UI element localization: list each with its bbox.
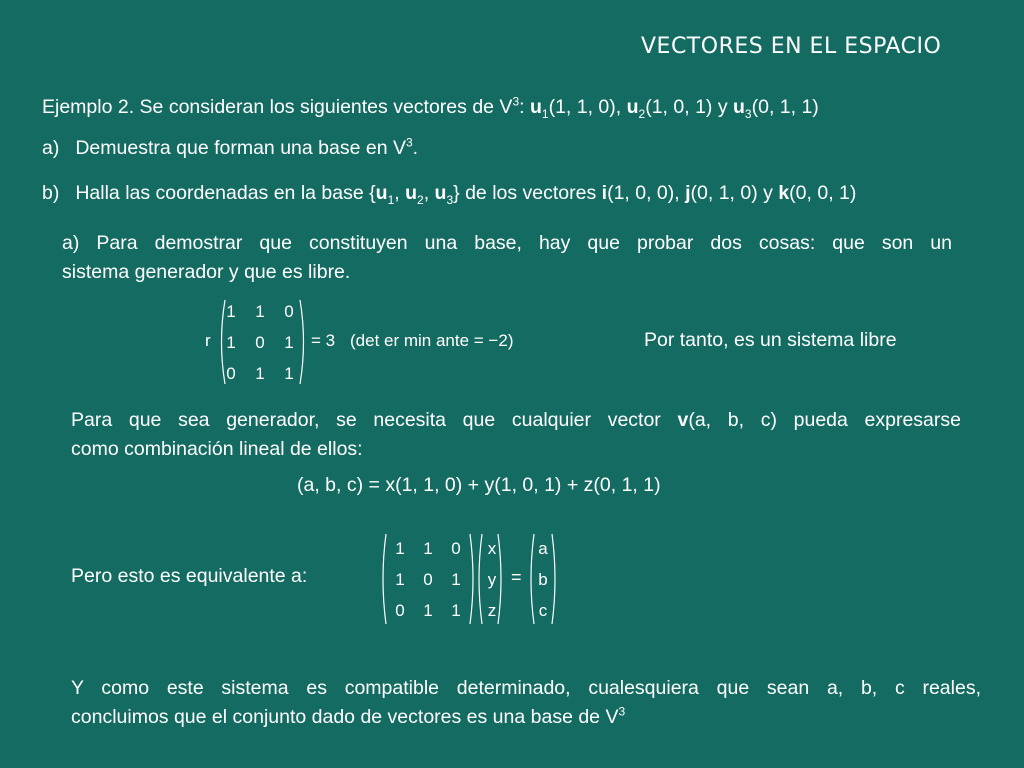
vector-v: v [677, 409, 689, 431]
rhs-cell-2-1: b [538, 570, 548, 589]
part-b-text1: Halla las coordenadas en la base { [75, 182, 376, 204]
base-sep1: , [394, 182, 406, 204]
part-a [42, 137, 418, 160]
u1-subscript: 1 [541, 106, 549, 121]
k-coords: (0, 0, 1) [789, 182, 857, 204]
conclusion-line1: Y como este sistema es compatible determinado, cualesquiera que sean a, b, c reales, [71, 677, 981, 699]
linear-combination: (a, b, c) = x(1, 1, 0) + y(1, 0, 1) + z(0, 1, 1) [297, 474, 661, 496]
matrix-left-bracket [380, 532, 388, 626]
free-conclusion: Por tanto, es un sistema libre [644, 329, 897, 351]
conclusion-superscript: 3 [618, 704, 626, 719]
u1-coords: (1, 1, 0), [548, 96, 627, 118]
rhs-cell-3-1: c [538, 601, 548, 620]
u2-subscript: 2 [638, 106, 646, 121]
unknown-cell-3-1: z [487, 601, 497, 620]
generator-line1 [71, 406, 961, 435]
matrix-cell-1-3: 0 [451, 539, 461, 558]
base-u2: u [405, 182, 418, 204]
unknown-cell-1-1: x [487, 539, 497, 558]
part-b-label: b) [42, 182, 60, 204]
vector-u1: u [529, 96, 542, 118]
generator-line2: como combinación lineal de ellos: [71, 438, 363, 460]
i-coords: (1, 0, 0), [607, 182, 686, 204]
part-a-label: a) [42, 137, 60, 159]
rank-expression [205, 298, 545, 386]
rank-cell-2-3: 1 [284, 333, 294, 352]
unknown-cell-2-1: y [487, 570, 497, 589]
matrix-cell-3-2: 1 [423, 601, 433, 620]
rank-cell-3-2: 1 [255, 364, 265, 383]
vector-i: i [601, 182, 608, 204]
part-a-superscript: 3 [405, 135, 413, 150]
rank-right-paren [298, 298, 308, 386]
base-u1-sub: 1 [387, 192, 395, 207]
matrix-cell-2-1: 1 [395, 570, 405, 589]
vector-u2: u [626, 96, 639, 118]
rhs-right-bracket [550, 532, 558, 626]
rank-cell-1-3: 0 [284, 302, 294, 321]
part-a-period: . [412, 137, 419, 159]
conclusion-line2: concluimos que el conjunto dado de vectores es una base de V [71, 706, 619, 728]
answer-a-line2: sistema generador y que es libre. [62, 261, 351, 283]
matrix-cell-1-1: 1 [395, 539, 405, 558]
unknowns-right-bracket [496, 532, 504, 626]
vector-u3: u [733, 96, 745, 118]
part-b-text2: } de los vectores [453, 182, 602, 204]
colon: : [519, 96, 530, 118]
determinant-note: (det er min ante = −2) [350, 331, 514, 350]
conclusion-line2-wrap [71, 703, 981, 732]
u2-coords: (1, 0, 1) y [645, 96, 733, 118]
example-statement [42, 96, 819, 119]
page-title: VECTORES EN EL ESPACIO [641, 34, 942, 59]
u3-subscript: 3 [744, 106, 752, 121]
rank-cell-3-1: 0 [226, 364, 236, 383]
rank-cell-2-1: 1 [226, 333, 236, 352]
base-u3-sub: 3 [446, 192, 454, 207]
example-intro: Ejemplo 2. Se consideran los siguientes vectores de V [42, 96, 513, 118]
base-sep2: , [423, 182, 435, 204]
j-coords: (0, 1, 0) y [690, 182, 779, 204]
base-u1: u [375, 182, 388, 204]
answer-a-line1: a) Para demostrar que constituyen una base, hay que probar dos cosas: que son un [62, 232, 952, 254]
matrix-cell-2-3: 1 [451, 570, 461, 589]
rank-symbol: r [205, 331, 211, 350]
matrix-equation [380, 532, 580, 626]
part-a-text: Demuestra que forman una base en V [75, 137, 406, 159]
matrix-equals: = [511, 567, 522, 587]
vector-k: k [778, 182, 790, 204]
rank-cell-2-2: 0 [255, 333, 265, 352]
rank-cell-1-1: 1 [226, 302, 236, 321]
rhs-cell-1-1: a [538, 539, 548, 558]
matrix-right-bracket [468, 532, 476, 626]
generator-line1-b: (a, b, c) pueda expresarse [688, 409, 961, 431]
u3-coords: (0, 1, 1) [751, 96, 819, 118]
vector-j: j [685, 182, 691, 204]
answer-a-paragraph [62, 229, 952, 287]
rank-cell-3-3: 1 [284, 364, 294, 383]
conclusion-paragraph [71, 674, 981, 732]
base-u3: u [434, 182, 447, 204]
v3-superscript: 3 [512, 94, 520, 109]
generator-line1-a: Para que sea generador, se necesita que cualquier vector [71, 409, 678, 431]
equivalent-label: Pero esto es equivalente a: [71, 565, 308, 587]
rank-cell-1-2: 1 [255, 302, 265, 321]
generator-paragraph [71, 406, 961, 464]
part-b [42, 182, 856, 205]
matrix-cell-1-2: 1 [423, 539, 433, 558]
matrix-cell-3-1: 0 [395, 601, 405, 620]
base-u2-sub: 2 [417, 192, 424, 207]
matrix-cell-2-2: 0 [423, 570, 433, 589]
rank-equals: = 3 [311, 331, 336, 350]
matrix-cell-3-3: 1 [451, 601, 461, 620]
